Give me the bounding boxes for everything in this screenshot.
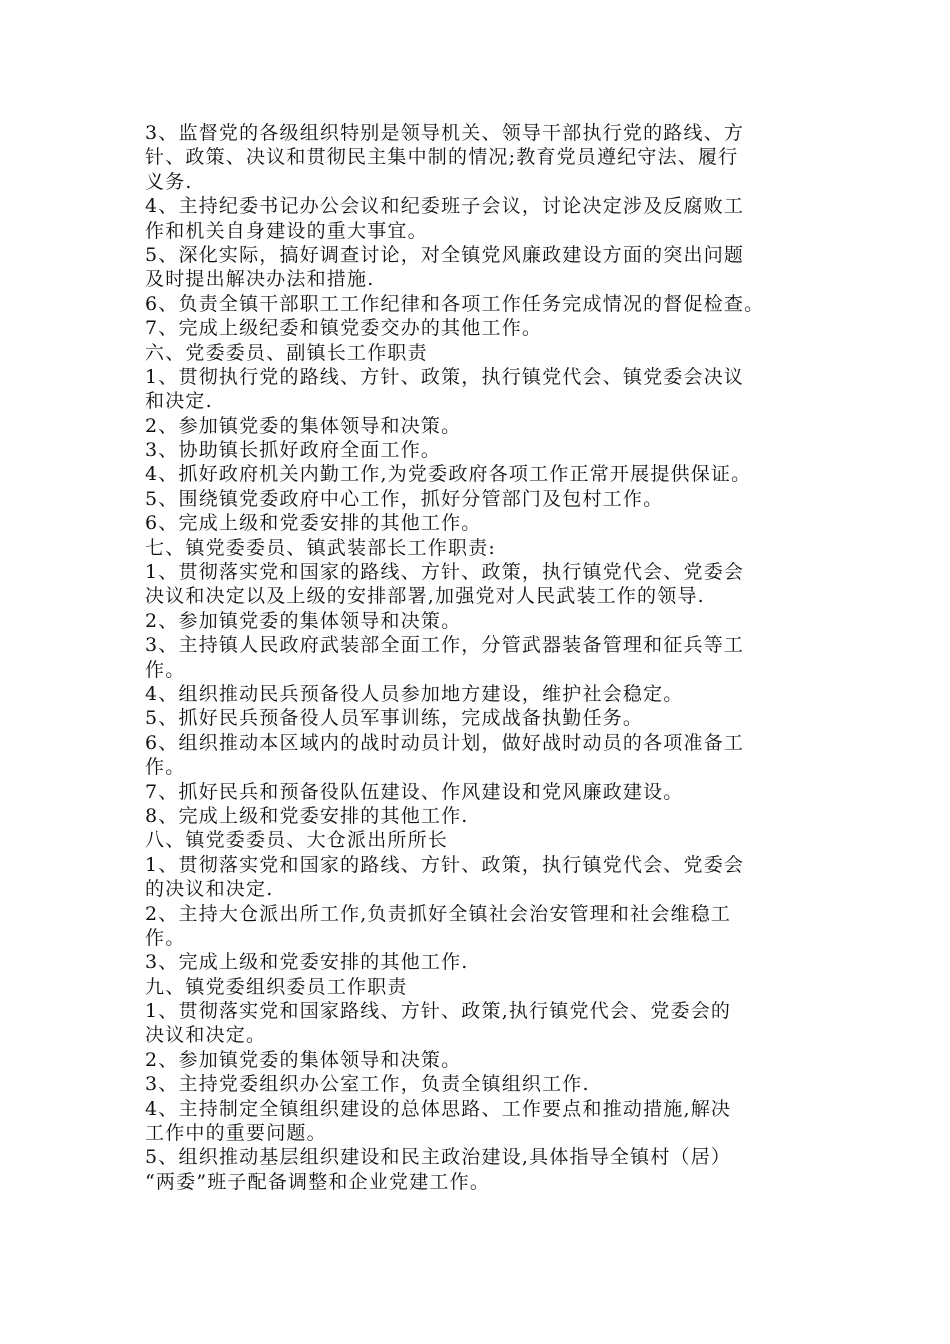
- document-line: 2、参加镇党委的集体领导和决策。: [145, 609, 462, 632]
- document-line: 5、抓好民兵预备役人员军事训练，完成战备执勤任务。: [145, 707, 644, 730]
- document-line: 7、抓好民兵和预备役队伍建设、作风建设和党风廉政建设。: [145, 780, 684, 803]
- document-line: 4、主持纪委书记办公会议和纪委班子会议，讨论决定涉及反腐败工: [145, 195, 745, 218]
- document-line: 4、抓好政府机关内勤工作,为党委政府各项工作正常开展提供保证。: [145, 463, 752, 486]
- document-line: 作。: [145, 926, 186, 949]
- document-line: 7、完成上级纪委和镇党委交办的其他工作。: [145, 317, 543, 340]
- document-line: 义务.: [145, 170, 193, 193]
- document-line: 八、镇党委委员、大仓派出所所长: [145, 829, 449, 852]
- document-line: 3、协助镇长抓好政府全面工作。: [145, 439, 442, 462]
- document-line: 6、完成上级和党委安排的其他工作。: [145, 512, 482, 535]
- document-line: 七、镇党委委员、镇武装部长工作职责:: [145, 536, 497, 559]
- document-line: 5、深化实际，搞好调查讨论，对全镇党风廉政建设方面的突出问题: [145, 243, 745, 266]
- document-line: 六、党委委员、副镇长工作职责: [145, 341, 428, 364]
- document-line: 1、贯彻落实党和国家路线、方针、政策,执行镇党代会、党委会的: [145, 1000, 732, 1023]
- document-line: 决议和决定。: [145, 1024, 267, 1047]
- document-line: 工作中的重要问题。: [145, 1122, 327, 1145]
- document-line: 1、贯彻执行党的路线、方针、政策，执行镇党代会、镇党委会决议: [145, 365, 745, 388]
- document-line: 2、参加镇党委的集体领导和决策。: [145, 414, 462, 437]
- document-line: 4、主持制定全镇组织建设的总体思路、工作要点和推动措施,解决: [145, 1097, 732, 1120]
- document-line: 5、组织推动基层组织建设和民主政治建设,具体指导全镇村（居）: [145, 1146, 732, 1169]
- document-line: 决议和决定以及上级的安排部署,加强党对人民武装工作的领导.: [145, 585, 705, 608]
- document-line: 作。: [145, 756, 186, 779]
- document-line: 6、组织推动本区域内的战时动员计划，做好战时动员的各项准备工: [145, 731, 745, 754]
- document-line: 1、贯彻落实党和国家的路线、方针、政策，执行镇党代会、党委会: [145, 561, 745, 584]
- document-line: 1、贯彻落实党和国家的路线、方针、政策，执行镇党代会、党委会: [145, 853, 745, 876]
- document-line: 5、围绕镇党委政府中心工作，抓好分管部门及包村工作。: [145, 487, 664, 510]
- document-line: 3、主持党委组织办公室工作，负责全镇组织工作.: [145, 1073, 590, 1096]
- document-line: 九、镇党委组织委员工作职责: [145, 975, 408, 998]
- document-line: 2、参加镇党委的集体领导和决策。: [145, 1048, 462, 1071]
- document-line: 3、监督党的各级组织特别是领导机关、领导干部执行党的路线、方: [145, 122, 745, 144]
- document-line: “两委”班子配备调整和企业党建工作。: [145, 1170, 491, 1193]
- document-line: 针、政策、决议和贯彻民主集中制的情况;教育党员遵纪守法、履行: [145, 146, 739, 169]
- document-line: 6、负责全镇干部职工工作纪律和各项工作任务完成情况的督促检查。: [145, 292, 765, 315]
- document-line: 及时提出解决办法和措施.: [145, 268, 375, 291]
- document-line: 8、完成上级和党委安排的其他工作.: [145, 804, 469, 827]
- document-body: [145, 121, 817, 1194]
- document-line: 作和机关自身建设的重大事宜。: [145, 219, 428, 242]
- document-line: 3、完成上级和党委安排的其他工作.: [145, 951, 469, 974]
- document-line: 和决定.: [145, 390, 213, 413]
- document-line: 4、组织推动民兵预备役人员参加地方建设，维护社会稳定。: [145, 682, 684, 705]
- document-line: 的决议和决定.: [145, 878, 274, 901]
- document-line: 2、主持大仓派出所工作,负责抓好全镇社会治安管理和社会维稳工: [145, 902, 732, 925]
- document-line: 3、主持镇人民政府武装部全面工作，分管武器装备管理和征兵等工: [145, 634, 745, 657]
- document-line: 作。: [145, 658, 186, 681]
